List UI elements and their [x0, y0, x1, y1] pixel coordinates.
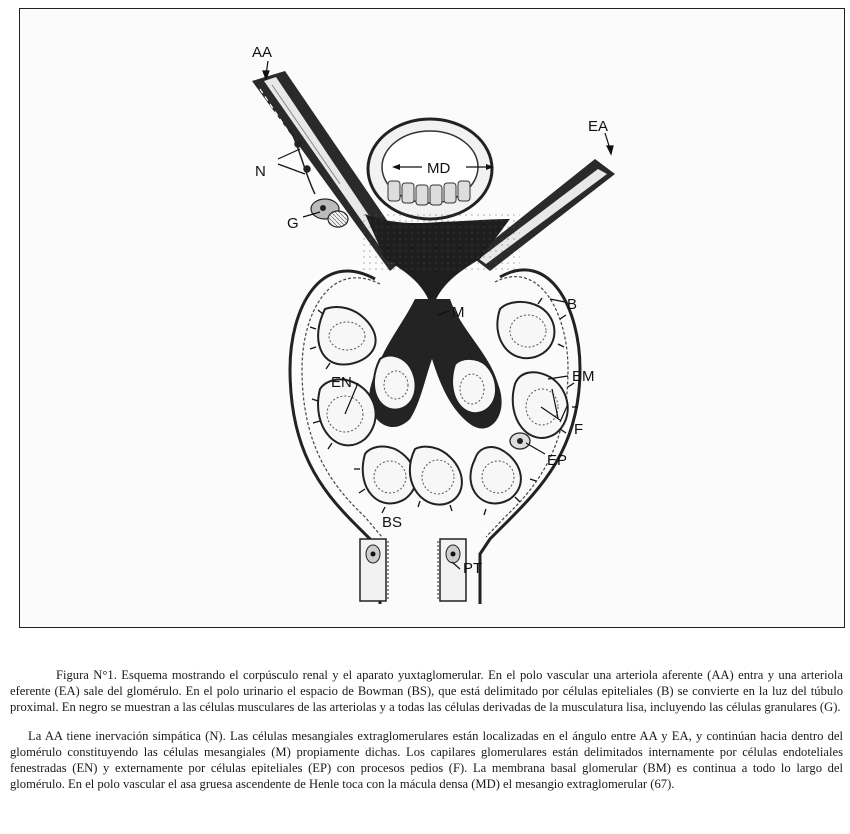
label-en: EN: [331, 374, 352, 391]
label-aa: AA: [252, 44, 273, 61]
label-bm: BM: [572, 368, 595, 385]
label-n: N: [255, 163, 266, 180]
label-bs: BS: [382, 514, 403, 531]
label-ep: EP: [547, 452, 568, 469]
label-m: M: [452, 304, 465, 321]
label-ea: EA: [588, 118, 609, 135]
label-b: B: [567, 296, 578, 313]
caption-paragraph-2: La AA tiene inervación simpática (N). Las células mesangiales extraglomerulares están localizadas en el ángulo entre AA y EA, y continúan hacia dentro del glomérulo constituyendo las células mesangiales (M) propiamente dichas. Los capilares glomerulares están delimitados internamente por células endoteliales fenestradas (EN) y externamente por células epiteliales (EP) con procesos pedios (F). La membrana basal glomerular (BM) es continua a todo lo largo del glomérulo. En el polo vascular el asa gruesa ascendente de Henle toca con la mácula densa (MD) el mesangio extraglomerular (67).: [10, 728, 843, 792]
epithelial-cell: [510, 433, 530, 449]
glomerulus-diagram: [20, 9, 845, 628]
figure-frame: [19, 8, 845, 628]
caption-paragraph-1: Figura N°1. Esquema mostrando el corpúsculo renal y el aparato yuxtaglomerular. En el polo vascular una arteriola aferente (AA) entra y una arteriola eferente (EA) sale del glomérulo. En el polo urinario el espacio de Bowman (BS), que está delimitado por células epiteliales (B) se convierte en la luz del túbulo proximal. En negro se muestran a las células musculares de las arteriolas y a todas las células derivadas de la musculatura lisa, incluyendo las células granulares (G).: [10, 668, 843, 715]
label-md: MD: [427, 160, 451, 177]
label-pt: PT: [463, 560, 483, 577]
label-g: G: [287, 215, 299, 232]
figure-caption: [10, 667, 843, 792]
label-f: F: [574, 421, 584, 438]
proximal-tubule: [360, 539, 466, 601]
